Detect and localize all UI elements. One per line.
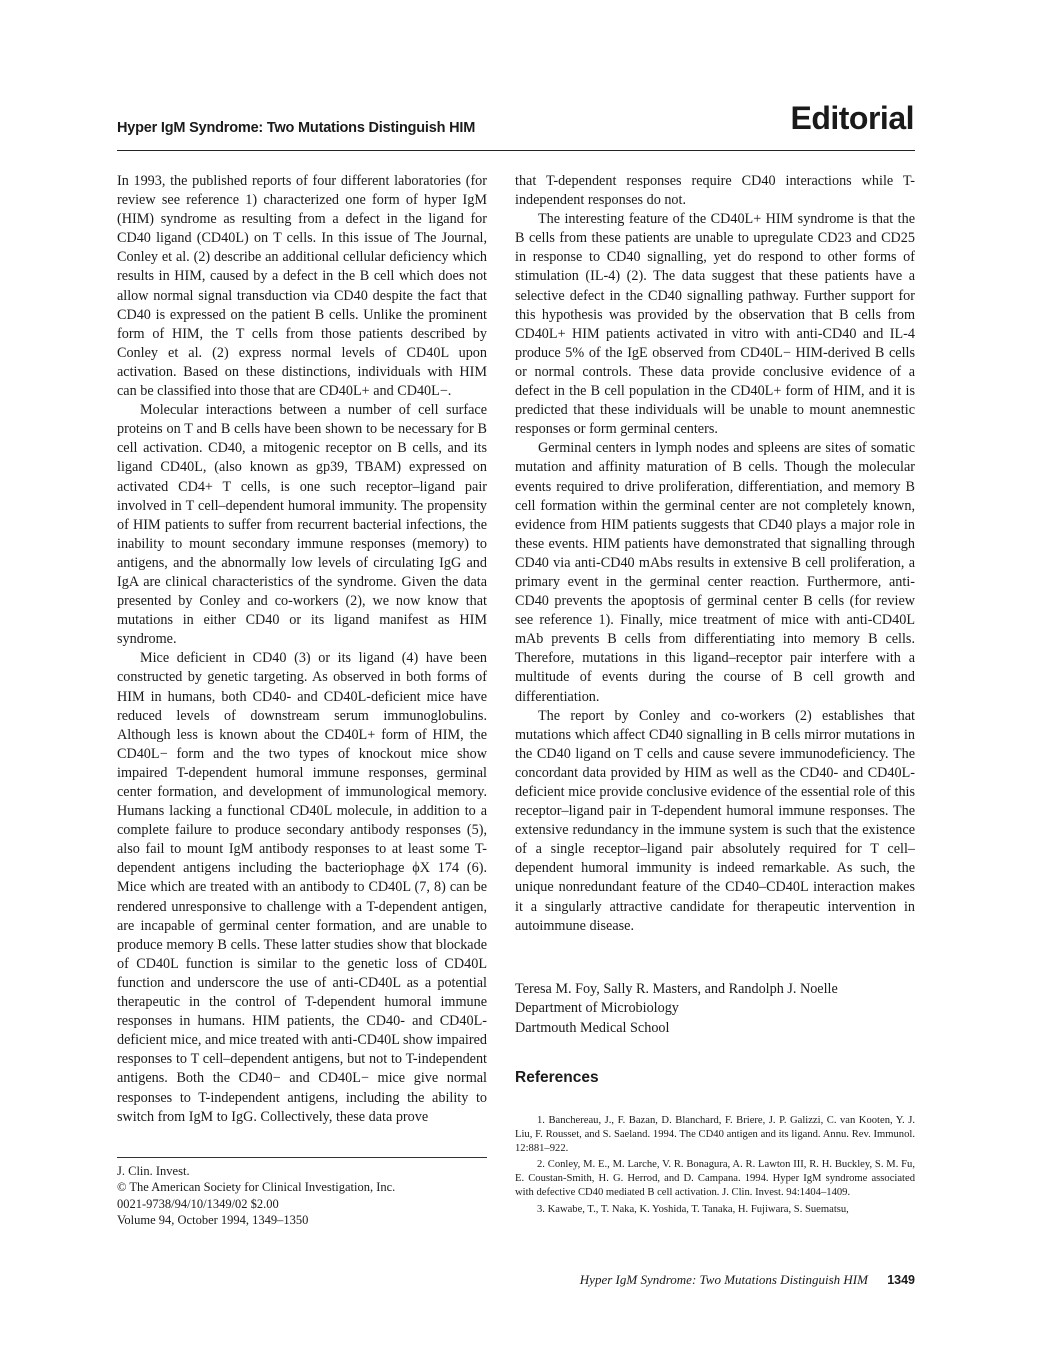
paragraph: The interesting feature of the CD40L+ HIM syndrome is that the B cells from these patients are unable to upregulate CD23 and CD25 in response to CD40 signalling, yet do respond to other forms of stimulation (IL-4) (2). The data suggest that these patients have a selective defect in the CD40 signalling pathway. Further support for this hypothesis was provided by the observation that B cells from CD40L+ HIM patients activated in vitro with anti-CD40 and IL-4 produce 5% of the IgE observed from CD40L− HIM-derived B cells or normal controls. These data provide conclusive evidence of a defect in the B cell population in the CD40L+ form of HIM, and it is predicted that these individuals will be unable to mount anemnestic responses or form germinal centers. (515, 211, 915, 438)
page-footer (580, 1272, 915, 1288)
page-number: 1349 (887, 1273, 915, 1287)
paragraph: Molecular interactions between a number of cell surface proteins on T and B cells have been shown to be necessary for B cell activation. CD40, a mitogenic receptor on B cells, and its ligand CD40L, (also known as gp39, TBAM) expressed on activated CD4+ T cells, is one such receptor–ligand pair involved in T cell–dependent humoral immunity. The propensity of HIM patients to suffer from recurrent bacterial infections, the inability to mount secondary immune responses (memory) to antigens, and the abnormally low levels of circulating IgG and IgA are clinical characteristics of the syndrome. Given the data presented by Conley and co-workers (2), we now know that mutations in either CD40 or its ligand manifest as HIM syndrome. (117, 402, 487, 648)
footnote-copyright: © The American Society for Clinical Investigation, Inc. (117, 1180, 396, 1195)
running-title: Hyper IgM Syndrome: Two Mutations Distinguish HIM (117, 120, 476, 136)
footnote (117, 1163, 487, 1229)
body-column-right (515, 172, 915, 936)
footnote-volume: Volume 94, October 1994, 1349–1350 (117, 1213, 309, 1228)
paragraph: Germinal centers in lymph nodes and spleens are sites of somatic mutation and affinity maturation of B cells. Though the molecular events required to drive proliferation, differentiation, and memory B cell formation within the germinal center are not completely known, evidence from HIM patients suggests that CD40 plays a major role in these events. HIM patients have demonstrated that signalling through CD40 via anti-CD40 mAbs results in extensive B cell proliferation, a primary event in the germinal center reaction. Furthermore, anti-CD40 prevents the apoptosis of germinal center B cells (for review see reference 1). Finally, mice treatment of mice with anti-CD40L mAb prevents B cells from differentiating into memory B cells. Therefore, mutations in this ligand–receptor pair interfere with a multitude of events during the course of B cell growth and differentiation. (515, 440, 915, 705)
footer-title: Hyper IgM Syndrome: Two Mutations Distinguish HIM (579, 1272, 868, 1287)
footnote-rule (117, 1157, 487, 1158)
references-heading: References (515, 1069, 599, 1086)
references-list (515, 1114, 915, 1220)
footnote-journal: J. Clin. Invest. (117, 1164, 190, 1178)
reference-item: 2. Conley, M. E., M. Larche, V. R. Bonagura, A. R. Lawton III, R. H. Buckley, S. M. Fu, E. Coustan-Smith, H. G. Herrod, and D. Campana. 1994. Hyper IgM syndrome associated with defective CD40 mediated B cell activation. J. Clin. Invest. 94:1404–1409. (515, 1159, 915, 1198)
footnote-code: 0021-9738/94/10/1349/02 $2.00 (117, 1196, 279, 1211)
paragraph: The report by Conley and co-workers (2) establishes that mutations which affect CD40 signalling in B cells mirror mutations in the CD40 ligand on T cells and cause severe immunodeficiency. The concordant data provided by HIM as well as the CD40- and CD40L-deficient mice provide conclusive evidence of the essential role of this receptor–ligand pair in T-dependent humoral immune responses. The extensive redundancy in the immune system is such that the existence of a single receptor–ligand pair absolutely required for T cell–dependent humoral immunity is indeed remarkable. As such, the unique nonredundant feature of the CD40–CD40L interaction makes it a singularly attractive candidate for therapeutic intervention in autoimmune disease. (515, 707, 915, 934)
paragraph: that T-dependent responses require CD40 interactions while T-independent responses do not. (515, 173, 915, 209)
reference-item: 1. Banchereau, J., F. Bazan, D. Blanchard, F. Briere, J. P. Galizzi, C. van Kooten, Y. J. Liu, F. Rousset, and S. Saeland. 1994. The CD40 antigen and its ligand. Annu. Rev. Immunol. 12:881–922. (515, 1115, 915, 1154)
author-department: Department of Microbiology (515, 1000, 679, 1017)
author-block (515, 980, 838, 1038)
author-names: Teresa M. Foy, Sally R. Masters, and Randolph J. Noelle (515, 981, 838, 997)
author-school: Dartmouth Medical School (515, 1019, 670, 1036)
paragraph: Mice deficient in CD40 (3) or its ligand (4) have been constructed by genetic targeting. As observed in both forms of HIM in humans, both CD40- and CD40L-deficient mice have reduced levels of downstream serum immunoglobulins. Although less is known about the CD40L+ form of HIM, the CD40L− form and the two types of knockout mice show impaired T-dependent humoral immune responses, germinal center formation, and development of immunological memory. Humans lacking a functional CD40L molecule, in addition to a complete failure to produce secondary antibody responses (5), also fail to mount IgM antibody responses to at least some T-dependent antigens including the bacteriophage ϕX 174 (6). Mice which are treated with an antibody to CD40L (7, 8) can be rendered unresponsive to challenge with a T-dependent antigen, are incapable of germinal center formation, and are unable to produce memory B cells. These latter studies show that blockade of CD40L function is similar to the genetic loss of CD40L function and underscore the use of anti-CD40L as a potential therapeutic in the control of T-dependent humoral immune responses in humans. HIM patients, the CD40- and CD40L-deficient mice, and mice treated with anti-CD40L show impaired responses to T cell–dependent antigens, but not to T-independent antigens. Both the CD40− and CD40L− mice give normal responses to T-independent antigens, including the ability to switch from IgM to IgG. Collectively, these data prove (117, 650, 487, 1125)
paragraph: In 1993, the published reports of four different laboratories (for review see reference 1) characterized one form of hyper IgM (HIM) syndrome as resulting from a defect in the ligand for CD40 ligand (CD40L) on T cells. In this issue of The Journal, Conley et al. (2) describe an additional cellular deficiency which results in HIM, caused by a defect in the B cell which does not allow normal signal transduction via CD40 despite the fact that CD40 is expressed on the patient B cells. Unlike the prominent form of HIM, the T cells from those patients described by Conley et al. (2) express normal levels of CD40L upon activation. Based on these distinctions, individuals with HIM can be classified into those that are CD40L+ and CD40L−. (117, 173, 487, 400)
section-label: Editorial (790, 100, 914, 136)
body-column-left (117, 172, 487, 1127)
header-rule (117, 150, 915, 151)
reference-item: 3. Kawabe, T., T. Naka, K. Yoshida, T. Tanaka, H. Fujiwara, S. Suematsu, (537, 1203, 849, 1215)
